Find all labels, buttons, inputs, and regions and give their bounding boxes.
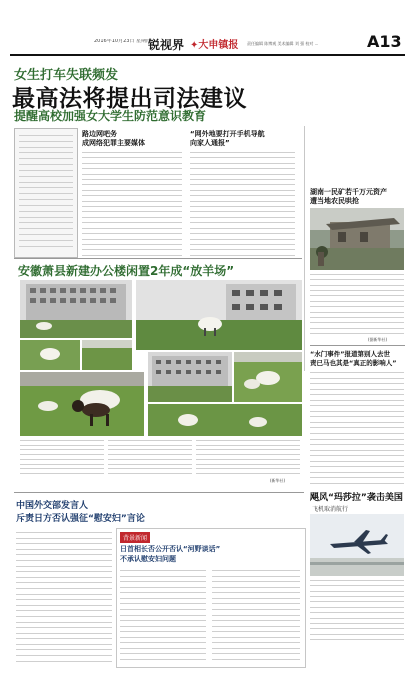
col-b-title: “网外地要打开手机导航 向家人通报” <box>190 130 265 147</box>
section-title: 锐视界 <box>148 38 185 52</box>
lead-headline: 最高法将提出司法建议 <box>12 86 247 112</box>
watergate-title: “水门事件”报道第别人去世 责已马也其是“真正的影响人” <box>310 350 397 367</box>
photo-sheep-grazing <box>234 352 302 402</box>
right-mid-rule <box>310 345 405 346</box>
photo-story-body-2 <box>108 440 192 474</box>
bottom-left-title: 中国外交部发言人 斥责日方否认强征“慰安妇”言论 <box>16 501 145 524</box>
photo-building-left <box>20 280 132 338</box>
lead-kicker: 女生打车失联频发 <box>14 68 119 83</box>
column-separator <box>304 126 305 371</box>
right-story-byline: (据新华社) <box>368 337 388 342</box>
plane-story-title: 飓风“玛莎拉”袭击美国 <box>310 493 403 503</box>
bottom-rule <box>14 492 304 493</box>
photo-story-body-3 <box>196 440 300 474</box>
photo-story-top-rule <box>14 258 302 259</box>
header-date: 2016年10月23日 星期四 <box>94 39 152 44</box>
bottom-center-title: 日首相长否公开否认“河野谈话” 不承认慰安妇问题 <box>120 545 221 563</box>
photo-story-body-1 <box>20 440 104 474</box>
watergate-body <box>310 372 404 484</box>
lead-subhead: 提醒高校加强女大学生防范意识教育 <box>14 109 207 123</box>
plane-story-body <box>310 580 404 640</box>
brand-logo: ✦大申镇报 <box>190 40 239 51</box>
photo-building-bottom <box>148 352 232 402</box>
plane-story-sub: 飞机取消航行 <box>312 506 349 513</box>
bottom-left-body <box>16 532 112 662</box>
brand-name: 大申镇报 <box>198 40 239 51</box>
photo-lawn <box>82 340 132 370</box>
photo-sheep-grass <box>20 340 80 370</box>
photo-building-right <box>136 280 302 350</box>
col-b-body <box>190 152 295 256</box>
header-rule <box>10 54 405 56</box>
bottom-center-body-1 <box>120 570 206 660</box>
photo-field-bottom <box>148 404 302 436</box>
right-story-body <box>310 274 404 334</box>
right-story-title: 湖南一民矿若千万元资产 遭当地农民哄抢 <box>310 188 387 205</box>
header-editors: 责任编辑 陈博观 美术编辑 刘 强 校对 ... <box>247 41 319 46</box>
col-a-title: 路边网吧务 成网络犯罪主要媒体 <box>82 130 145 147</box>
bottom-center-body-2 <box>212 570 300 660</box>
page-header <box>0 0 415 60</box>
plane-photo <box>310 514 404 576</box>
village-photo <box>310 208 404 270</box>
photo-story-byline: (新华社) <box>270 478 286 483</box>
bottom-center-tag: 背景新闻 <box>120 532 150 543</box>
page-number: A13 <box>367 32 402 51</box>
left-sidebar-box <box>14 128 78 258</box>
col-a-body <box>82 152 182 256</box>
photo-sheep-large <box>20 372 144 436</box>
photo-story-headline: 安徽萧县新建办公楼闲置2年成“放羊场” <box>18 264 235 278</box>
